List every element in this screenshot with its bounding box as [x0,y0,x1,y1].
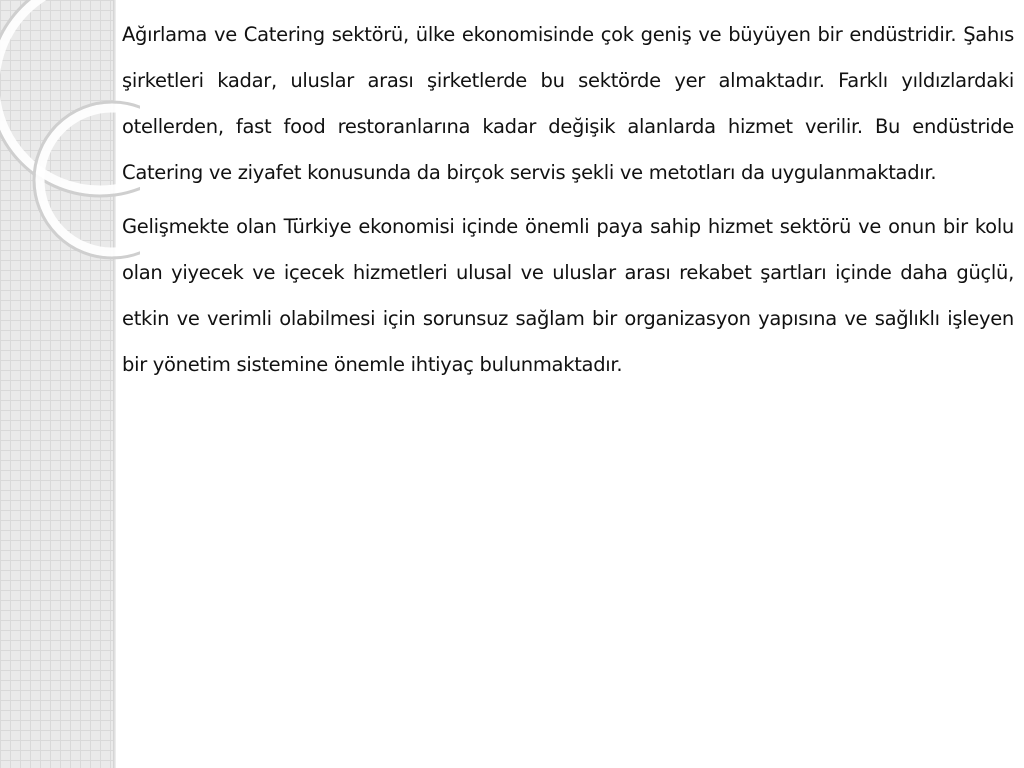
decorative-circles-graphic [0,0,140,270]
large-ring-shadow [0,0,140,196]
paragraph-2: Gelişmekte olan Türkiye ekonomisi içinde önemli paya sahip hizmet sektörü ve onun bir kolu olan yiyecek ve içecek hizmetleri ulusal ve uluslar arası rekabet şartları içinde daha güçlü, etkin ve verimli olabilmesi için sorunsuz sağlam bir organizasyon yapısına ve sağlıklı işleyen bir yönetim sistemine önemle ihtiyaç bulunmaktadır. [122,215,1014,376]
paragraph-1: Ağırlama ve Catering sektörü, ülke ekonomisinde çok geniş ve büyüyen bir endüstridir. Şahıs şirketleri kadar, uluslar arası şirketlerde bu sektörde yer almaktadır. Farklı yıldızlardaki otellerden, fast food restoranlarına kadar değişik alanlarda hizmet verilir. Bu endüstride Catering ve ziyafet konusunda da birçok servis şekli ve metotları da uygulanmaktadır. [122,23,1014,184]
body-text [122,12,1014,396]
